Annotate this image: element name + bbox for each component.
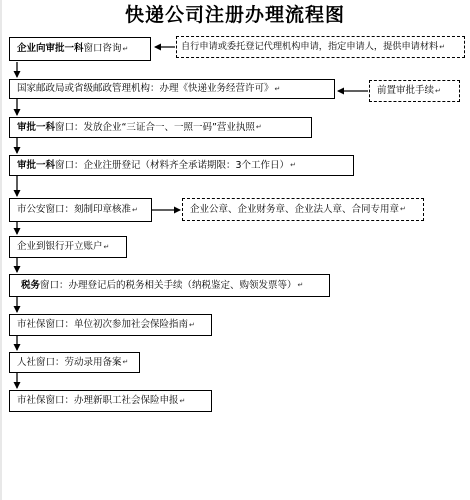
return-mark-icon: ↵ (255, 123, 262, 131)
flow-step-social-insurance-guide (9, 314, 212, 336)
return-mark-icon: ↵ (132, 205, 138, 214)
return-mark-icon: ↵ (122, 44, 129, 53)
flow-step-consult-bold: 企业向审批一科 (17, 43, 84, 55)
flow-step-consult (9, 37, 151, 61)
return-mark-icon: ↵ (435, 86, 441, 95)
flow-step-tax-bold: 税务 (21, 279, 41, 291)
return-mark-icon: ↵ (439, 42, 446, 51)
flow-step-registration-bold: 审批一科 (17, 159, 56, 171)
page-title: 快递公司注册办理流程图 (124, 4, 345, 26)
side-note-pre-approval (369, 80, 460, 102)
flow-step-social-insurance-guide-text: 市社保窗口：单位初次参加社会保险指南 (17, 319, 189, 331)
return-mark-icon: ↵ (179, 396, 186, 405)
return-mark-icon: ↵ (400, 205, 406, 213)
page-edge (0, 0, 2, 500)
flow-step-new-employee-insurance (9, 390, 212, 412)
return-mark-icon: ↵ (274, 84, 281, 93)
side-note-pre-approval-text: 前置审批手续 (377, 85, 435, 97)
return-mark-icon: ↵ (103, 242, 110, 251)
flow-step-postal-permit (9, 79, 335, 99)
flow-step-postal-permit-text: 国家邮政局或省级邮政管理机构：办理《快递业务经营许可》 (17, 83, 274, 95)
side-note-seals-text: 企业公章、企业财务章、企业法人章、合同专用章 (190, 203, 400, 215)
return-mark-icon: ↵ (297, 281, 304, 289)
flow-step-business-license-text: 窗口：发放企业“三证合一、一照一码”营业执照 (55, 121, 255, 133)
flow-step-employment-filing-text: 人社窗口：劳动录用备案 (17, 356, 122, 368)
flow-step-business-license-bold: 审批一科 (17, 121, 56, 133)
flow-step-bank-account (9, 236, 127, 258)
flow-step-employment-filing (9, 352, 140, 373)
flow-step-registration (9, 155, 354, 176)
return-mark-icon: ↵ (122, 358, 129, 366)
side-note-application-text: 自行申请或委托登记代理机构申请，指定申请人，提供申请材料 (181, 41, 439, 53)
flow-step-tax-text: 窗口：办理登记后的税务相关手续（纳税鉴定、购领发票等） (40, 279, 297, 291)
return-mark-icon: ↵ (290, 161, 296, 169)
flow-step-business-license (9, 117, 312, 138)
side-note-seals (182, 198, 424, 221)
flow-step-new-employee-insurance-text: 市社保窗口：办理新职工社会保险申报 (17, 395, 179, 407)
flow-step-registration-text: 窗口：企业注册登记（材料齐全承诺期限：3个工作日） (55, 159, 290, 171)
flow-step-consult-text: 窗口咨询 (83, 43, 122, 55)
flow-step-seal-approval (9, 198, 152, 222)
side-note-application (176, 36, 465, 58)
flow-step-tax (9, 274, 330, 297)
flow-step-seal-approval-text: 市公安窗口：刻制印章核准 (17, 204, 132, 216)
flow-step-bank-account-text: 企业到银行开立账户 (17, 241, 103, 253)
return-mark-icon: ↵ (189, 320, 195, 329)
